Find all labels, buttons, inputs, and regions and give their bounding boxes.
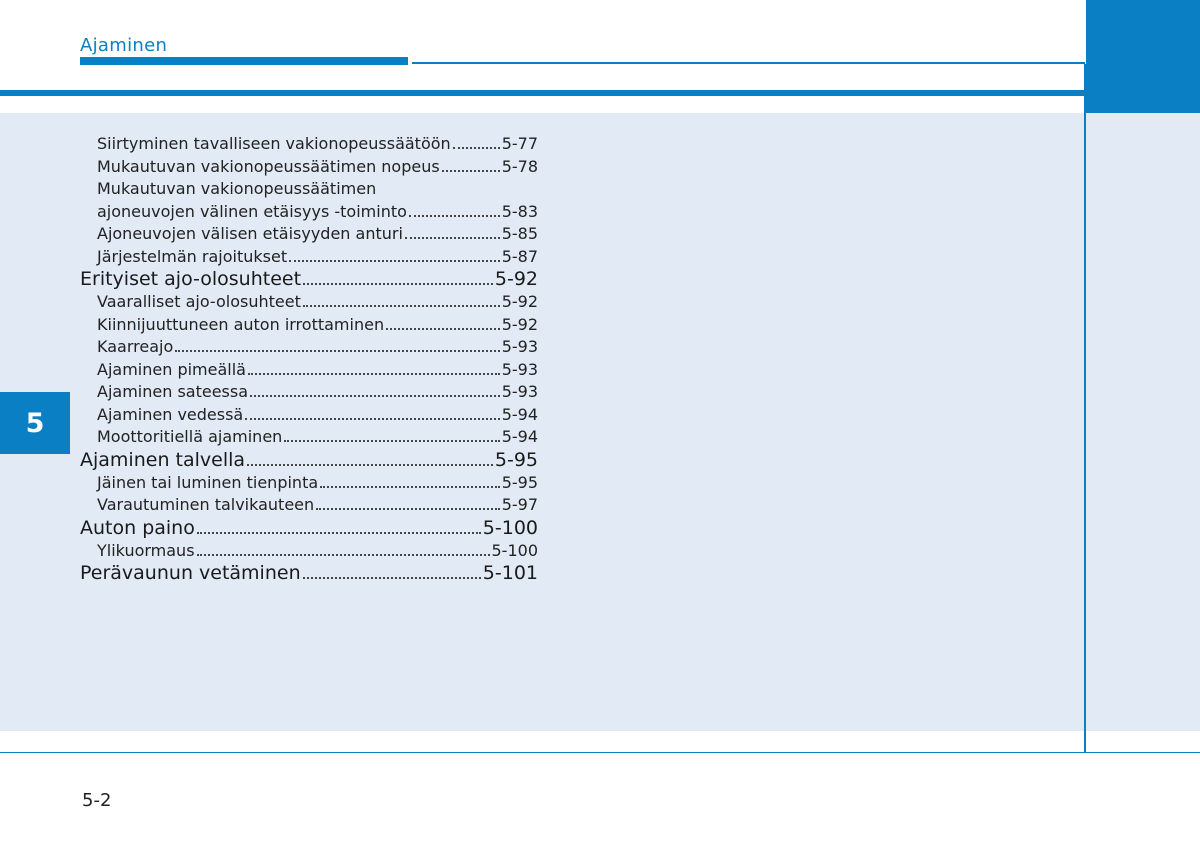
corner-color-block — [1086, 0, 1200, 113]
dot-leader — [197, 532, 481, 534]
dot-leader — [303, 577, 481, 579]
toc-subsection-entry[interactable] — [80, 426, 538, 449]
toc-subsection-entry[interactable] — [80, 133, 538, 156]
dot-leader — [405, 237, 500, 239]
toc-entry-page: 5-100 — [482, 516, 538, 539]
toc-subsection-entry[interactable] — [80, 381, 538, 404]
table-of-contents — [80, 133, 538, 585]
toc-entry-page: 5-94 — [501, 404, 538, 424]
header-rule — [412, 62, 1085, 64]
toc-entry-page: 5-100 — [491, 540, 538, 560]
toc-entry-page: 5-95 — [494, 448, 538, 471]
toc-entry-label: Ajaminen sateessa — [97, 382, 249, 401]
toc-entry-label: Ylikuormaus — [97, 540, 195, 560]
toc-entry-label: Varautuminen talvikauteen — [97, 495, 315, 514]
toc-subsection-entry[interactable] — [80, 223, 538, 246]
toc-entry-page: 5-87 — [501, 246, 538, 266]
toc-entry-page: 5-97 — [501, 495, 538, 514]
toc-subsection-entry[interactable] — [80, 336, 538, 359]
toc-entry-page: 5-93 — [501, 359, 538, 379]
toc-entry-label: Ajaminen talvella — [80, 448, 246, 471]
toc-entry-label: Erityiset ajo-olosuhteet — [80, 268, 302, 290]
header-accent-bar — [80, 57, 408, 65]
toc-entry-label: Jäinen tai luminen tienpinta — [97, 472, 319, 492]
dot-leader — [247, 464, 493, 466]
toc-entry-label: Siirtyminen tavalliseen vakionopeussäätöön — [97, 134, 451, 153]
toc-entry-label: Kaarreajo — [97, 337, 174, 356]
toc-subsection-entry[interactable] — [80, 494, 538, 517]
toc-subsection-entry[interactable] — [80, 540, 538, 563]
toc-entry-label: Ajaminen pimeällä — [97, 359, 246, 379]
toc-entry-label: Moottoritiellä ajaminen — [97, 427, 283, 446]
toc-entry-page: 5-77 — [501, 134, 538, 153]
dot-leader — [248, 373, 500, 375]
toc-entry-label: Järjestelmän rajoitukset — [97, 246, 288, 266]
toc-entry-page: 5-93 — [501, 382, 538, 401]
toc-entry-page: 5-92 — [501, 292, 538, 311]
toc-section-entry[interactable] — [80, 268, 538, 291]
toc-entry-label: Vaaralliset ajo-olosuhteet — [97, 292, 301, 311]
dot-leader — [245, 418, 499, 420]
toc-entry-label: Mukautuvan vakionopeussäätimen — [97, 179, 377, 198]
toc-entry-label: Ajaminen vedessä — [97, 404, 244, 424]
toc-entry-label: Perävaunun vetäminen — [80, 562, 301, 584]
dot-leader — [284, 440, 499, 442]
toc-subsection-entry[interactable] — [80, 314, 538, 337]
toc-subsection-entry[interactable] — [80, 246, 538, 269]
toc-entry-label: Ajoneuvojen välisen etäisyyden anturi — [97, 224, 403, 243]
dot-leader — [197, 554, 490, 556]
toc-entry-page: 5-78 — [501, 156, 538, 176]
dot-leader — [442, 170, 500, 172]
dot-leader — [250, 395, 500, 397]
footer-rule — [0, 752, 1200, 753]
toc-subsection-entry[interactable] — [80, 178, 538, 201]
header-band — [0, 90, 1086, 96]
toc-subsection-entry[interactable] — [80, 359, 538, 382]
toc-entry-page: 5-92 — [494, 268, 538, 290]
toc-section-entry[interactable] — [80, 517, 538, 540]
toc-entry-label: Kiinnijuuttuneen auton irrottaminen — [97, 314, 385, 334]
toc-entry-label: ajoneuvojen välinen etäisyys -toiminto — [97, 201, 407, 221]
toc-subsection-entry[interactable] — [80, 404, 538, 427]
dot-leader — [303, 283, 493, 285]
toc-entry-page: 5-85 — [501, 224, 538, 243]
dot-leader — [453, 147, 500, 149]
toc-entry-label: Auton paino — [80, 516, 195, 539]
toc-entry-page: 5-83 — [501, 201, 538, 221]
toc-subsection-entry[interactable] — [80, 291, 538, 314]
chapter-tab[interactable] — [0, 392, 70, 454]
toc-entry-page: 5-94 — [501, 427, 538, 446]
page-number: 5-2 — [82, 790, 112, 811]
toc-entry-page: 5-92 — [501, 314, 538, 334]
toc-subsection-entry[interactable] — [80, 472, 538, 495]
toc-entry-page: 5-95 — [501, 472, 538, 492]
toc-entry-page: 5-93 — [501, 337, 538, 356]
toc-section-entry[interactable] — [80, 449, 538, 472]
dot-leader — [320, 486, 500, 488]
chapter-number: 5 — [25, 407, 45, 439]
dot-leader — [303, 305, 500, 307]
dot-leader — [386, 328, 500, 330]
dot-leader — [289, 260, 500, 262]
toc-entry-label: Mukautuvan vakionopeussäätimen nopeus — [97, 156, 440, 176]
toc-subsection-entry[interactable] — [80, 156, 538, 179]
margin-divider — [1084, 64, 1086, 752]
section-title: Ajaminen — [80, 35, 168, 56]
toc-entry-page: 5-101 — [482, 562, 538, 584]
toc-subsection-entry[interactable] — [80, 201, 538, 224]
dot-leader — [316, 508, 500, 510]
margin-panel — [1086, 113, 1200, 731]
dot-leader — [409, 215, 500, 217]
toc-section-entry[interactable] — [80, 562, 538, 585]
dot-leader — [175, 350, 499, 352]
